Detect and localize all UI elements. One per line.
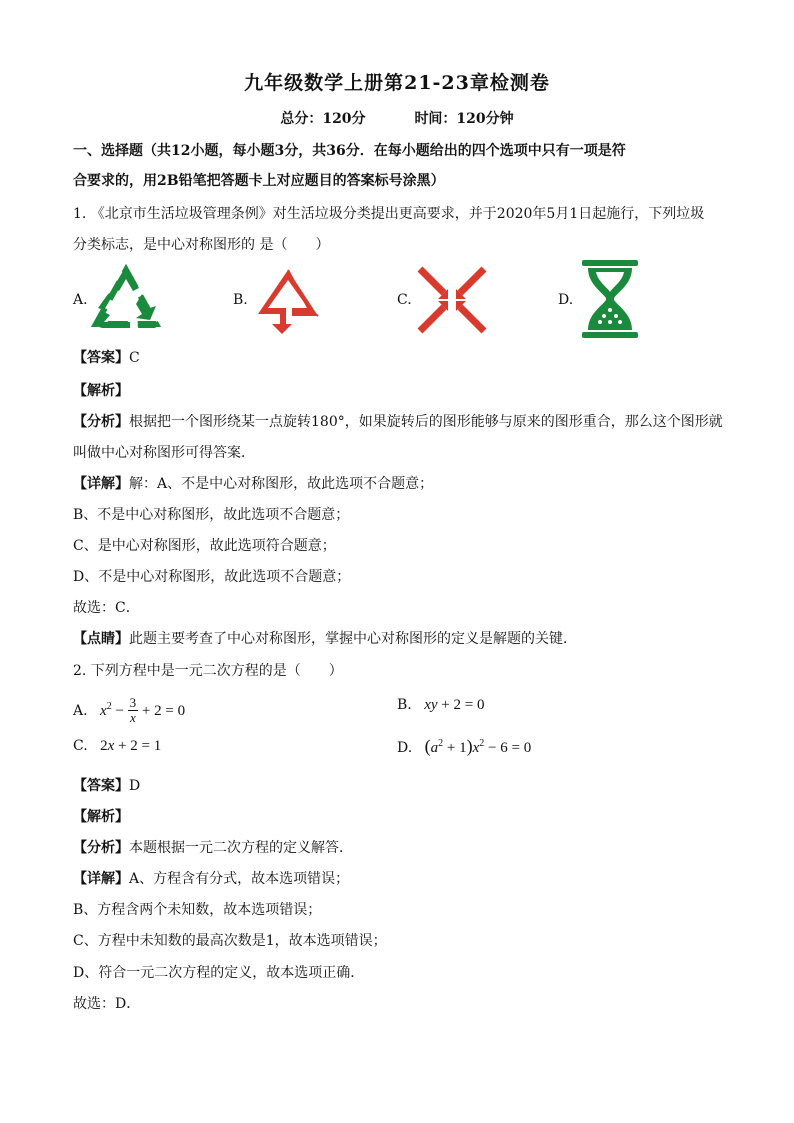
inward-arrows-cross-icon (416, 265, 488, 339)
q2-detail-line3: C、方程中未知数的最高次数是1，故本选项错误； (73, 933, 387, 949)
q2-option-c-label: C. (73, 738, 88, 754)
q1-conclusion: 故选：C． (73, 600, 140, 616)
hourglass-icon (578, 258, 642, 344)
q1-comment (73, 628, 577, 648)
recycle-triangle-icon (90, 264, 162, 338)
q2-answer-value: D (129, 778, 141, 794)
q2-option-b-formula: xy + 2 = 0 (424, 697, 485, 713)
total-score: 总分：120分 (280, 111, 366, 127)
hazardous-waste-triangle-icon (252, 264, 324, 340)
section-heading-line2: 合要求的，用2B铅笔把答题卡上对应题目的答案标号涂黑） (73, 173, 445, 189)
q1-answer (73, 347, 140, 367)
section-heading-line1: 一、选择题（共12小题，每小题3分，共36分．在每小题给出的四个选项中只有一项是符 (73, 143, 626, 159)
q2-analysis-tag: 【解析】 (73, 809, 129, 825)
q1-comment-text: 此题主要考查了中心对称图形，掌握中心对称图形的定义是解题的关键． (129, 631, 577, 647)
q2-option-b-label: B. (397, 697, 412, 713)
q1-analysis-tag: 【解析】 (73, 383, 129, 399)
exam-time: 时间：120分钟 (414, 111, 514, 127)
q1-option-b-label: B. (233, 292, 248, 308)
q2-answer (73, 775, 140, 795)
q1-stem-line2: 分类标志，是中心对称图形的 是（ ） (73, 237, 330, 253)
q1-detail-line1 (73, 473, 433, 493)
q1-analysis-line2: 叫做中心对称图形可得答案． (73, 445, 255, 461)
q2-detail-text1: A、方程含有分式，故本选项错误； (129, 871, 350, 887)
q2-detail-line4: D、符合一元二次方程的定义，故本选项正确． (73, 965, 365, 981)
q2-option-c-formula: 2x + 2 = 1 (100, 738, 162, 754)
q1-option-c-label: C. (397, 292, 412, 308)
q1-analysis-header-tag: 【分析】 (73, 414, 129, 430)
q2-detail-line1 (73, 868, 349, 888)
q2-option-a-formula: $x^2$ − $\frac{3}{x}$ + 2 = 0 (100, 695, 186, 725)
q2-option-c (73, 738, 161, 755)
q1-stem-line1: 1. 《北京市生活垃圾管理条例》对生活垃圾分类提出更高要求，并于2020年5月1日起施行，下列垃圾 (73, 206, 705, 222)
q1-comment-tag: 【点睛】 (73, 631, 129, 647)
page-title: 九年级数学上册第21-23章检测卷 (244, 72, 550, 94)
q2-stem: 2. 下列方程中是一元二次方程的是（ ） (73, 663, 343, 679)
q2-answer-tag: 【答案】 (73, 778, 129, 794)
q1-detail-text1: 解：A、不是中心对称图形，故此选项不合题意； (129, 476, 434, 492)
q2-detail-line2: B、方程含两个未知数，故本选项错误； (73, 902, 322, 918)
q2-option-d (397, 736, 531, 757)
q1-option-d-label: D. (558, 292, 574, 308)
q1-analysis-text1: 根据把一个图形绕某一点旋转180°，如果旋转后的图形能够与原来的图形重合，那么这个图形就 (129, 414, 723, 430)
q2-option-d-formula: $(a^2 + 1)x^2 - 6 = 0$ (424, 736, 532, 756)
q1-detail-line4: D、不是中心对称图形，故此选项不合题意； (73, 569, 351, 585)
q1-detail-line2: B、不是中心对称图形，故此选项不合题意； (73, 507, 350, 523)
q1-answer-value: C (129, 350, 140, 366)
q2-option-b (397, 697, 484, 714)
q2-conclusion: 故选：D． (73, 996, 141, 1012)
q2-analysis (73, 837, 353, 857)
q2-option-a (73, 697, 185, 726)
q1-detail-tag: 【详解】 (73, 476, 129, 492)
q2-detail-tag: 【详解】 (73, 871, 129, 887)
q2-analysis-header-tag: 【分析】 (73, 840, 129, 856)
q2-analysis-text: 本题根据一元二次方程的定义解答． (129, 840, 353, 856)
q2-option-a-label: A. (73, 702, 88, 719)
q1-option-a-label: A. (73, 292, 88, 308)
q1-analysis-line1 (73, 411, 723, 431)
q1-answer-tag: 【答案】 (73, 350, 129, 366)
q2-option-d-label: D. (397, 740, 413, 756)
exam-info (0, 108, 794, 128)
q1-detail-line3: C、是中心对称图形，故此选项符合题意； (73, 538, 336, 554)
